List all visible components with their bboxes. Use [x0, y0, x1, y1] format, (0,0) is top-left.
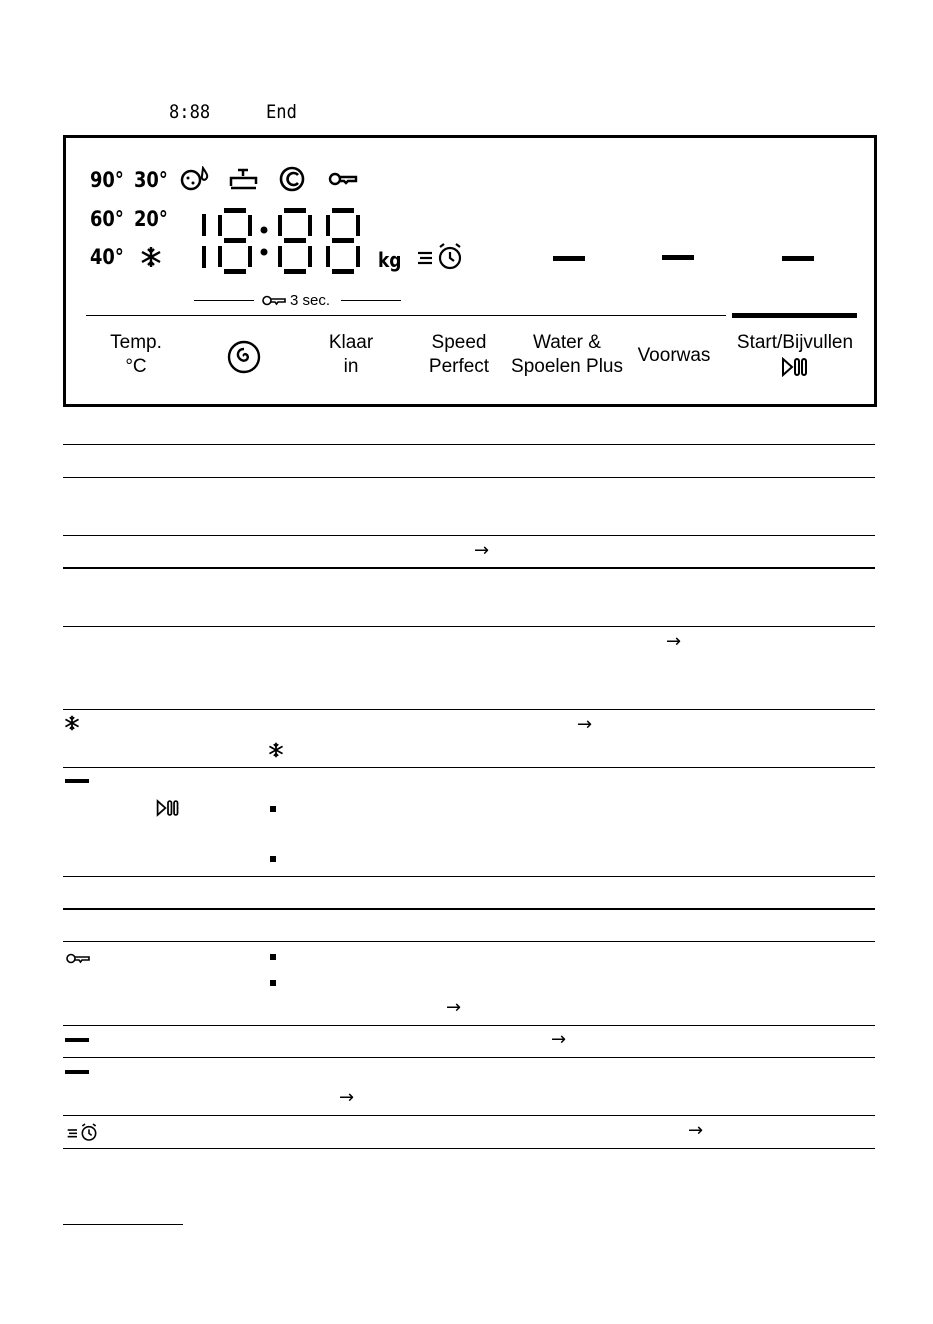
table-rule	[63, 941, 875, 942]
table-rule	[63, 1115, 875, 1116]
temp-60: 60°	[90, 207, 124, 231]
temp-90: 90°	[90, 168, 124, 192]
arrow-icon: →	[688, 1120, 704, 1141]
dash-indicator-icon	[65, 1070, 89, 1074]
table-rule	[63, 626, 875, 627]
water-spoelen-line2: Spoelen Plus	[511, 356, 623, 377]
spin-button[interactable]	[226, 339, 262, 375]
temp-30: 30°	[134, 168, 168, 192]
bullet	[270, 980, 276, 986]
table-rule	[63, 1148, 875, 1149]
arrow-icon: →	[666, 631, 682, 652]
key-icon	[65, 952, 91, 965]
table-rule	[63, 444, 875, 445]
spin-icon	[226, 339, 262, 375]
table-rule	[63, 1025, 875, 1026]
table-rule	[63, 709, 875, 710]
table-rule	[63, 908, 875, 910]
time-display	[196, 206, 368, 276]
speed-perfect-button[interactable]	[409, 331, 509, 379]
dash-indicator-icon	[662, 255, 694, 260]
weight-unit: kg	[378, 248, 402, 272]
start-bijvullen-label: Start/Bijvullen	[736, 332, 854, 353]
tap-icon	[228, 166, 260, 192]
control-panel	[63, 135, 877, 407]
table-rule	[63, 477, 875, 478]
table-rule	[63, 876, 875, 877]
snowflake-icon	[268, 742, 284, 758]
bullet	[270, 806, 276, 812]
dash-indicator-icon	[553, 256, 585, 261]
lock-hint-text: 3 sec.	[290, 292, 331, 309]
stain-icon	[180, 166, 212, 192]
klaar-in-button[interactable]	[301, 331, 401, 379]
temp-20: 20°	[134, 207, 168, 231]
play-pause-icon	[780, 357, 810, 377]
temp-40: 40°	[90, 245, 124, 269]
lock-hint-line-right	[341, 300, 401, 301]
water-spoelen-plus-button[interactable]	[506, 331, 628, 379]
end-timer-icon	[416, 241, 466, 271]
speed-perfect-line2: Perfect	[428, 356, 490, 377]
arrow-icon: →	[339, 1087, 355, 1108]
snowflake-icon	[140, 246, 162, 268]
lock-hint-line-left	[194, 300, 254, 301]
start-icon-wrap	[726, 355, 864, 379]
arrow-icon: →	[577, 714, 593, 735]
end-timer-icon	[65, 1122, 101, 1142]
arrow-icon: →	[446, 997, 462, 1018]
dash-indicator-icon	[782, 256, 814, 261]
key-icon	[328, 171, 358, 187]
table-rule	[63, 767, 875, 768]
key-icon	[261, 294, 287, 307]
start-indicator-bar	[732, 313, 857, 318]
temp-button[interactable]	[86, 331, 186, 379]
voorwas-label: Voorwas	[637, 345, 711, 366]
time-indicator: 8:88	[169, 101, 211, 123]
klaar-in-line1: Klaar	[328, 332, 374, 353]
snowflake-icon	[64, 715, 80, 731]
panel-divider	[86, 315, 726, 316]
water-spoelen-line1: Water &	[533, 332, 601, 353]
dash-indicator-icon	[65, 1038, 89, 1042]
play-pause-icon	[155, 799, 181, 817]
bullet	[270, 954, 276, 960]
arrow-icon: →	[551, 1029, 567, 1050]
start-bijvullen-button[interactable]	[726, 331, 864, 379]
end-indicator: End	[266, 101, 297, 123]
klaar-in-line2: in	[343, 356, 359, 377]
bullet	[270, 856, 276, 862]
voorwas-button[interactable]	[626, 344, 722, 368]
temp-button-line1: Temp.	[110, 332, 162, 353]
dash-indicator-icon	[65, 779, 89, 783]
rinse-icon	[278, 165, 308, 193]
table-rule	[63, 535, 875, 536]
table-rule	[63, 1057, 875, 1058]
table-rule	[63, 567, 875, 569]
temp-button-line2: °C	[125, 356, 147, 377]
speed-perfect-line1: Speed	[431, 332, 487, 353]
footnote-rule	[63, 1224, 183, 1225]
arrow-icon: →	[474, 540, 490, 561]
